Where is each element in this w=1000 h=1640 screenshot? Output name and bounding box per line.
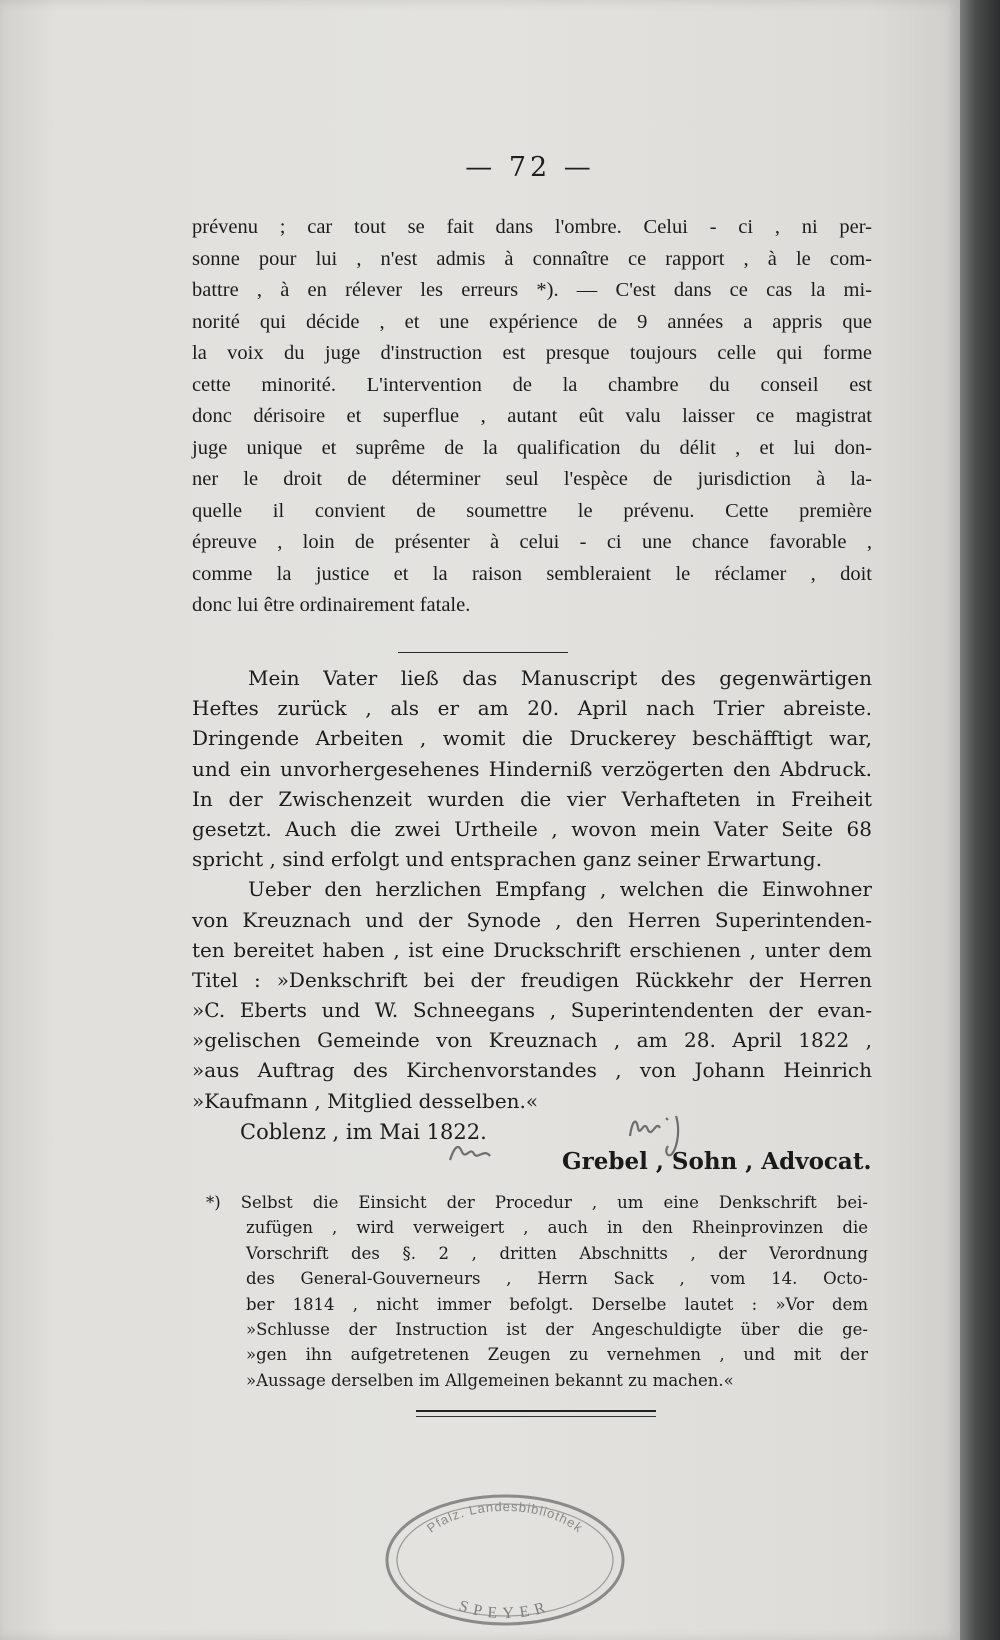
text-line: sonne pour lui , n'est admis à connaître ce rapport , à le com-	[192, 247, 872, 270]
text-line: »gelischen Gemeinde von Kreuznach , am 28. April 1822 ,	[192, 1028, 872, 1053]
text-line: la voix du juge d'instruction est presque toujours celle qui forme	[192, 342, 872, 364]
footnote-line: ber 1814 , nicht immer befolgt. Derselbe lautet : »Vor dem	[246, 1294, 868, 1314]
text-line: quelle il convient de soumettre le prévenu. Cette première	[192, 499, 872, 522]
text-line: Titel : »Denkschrift bei der freudigen Rückkehr der Herren	[192, 967, 872, 992]
text-line: ten bereitet haben , ist eine Druckschrift erschienen , unter dem	[192, 937, 872, 962]
text-line: donc dérisoire et superflue , autant eût valu laisser ce magistrat	[192, 405, 872, 427]
text-line: Mein Vater ließ das Manuscript des gegenwärtigen	[248, 666, 872, 690]
dateline: Coblenz , im Mai 1822.	[240, 1120, 487, 1144]
text-line: und ein unvorhergesehenes Hinderniß verzögerten den Abdruck.	[192, 756, 872, 781]
text-line: spricht , sind erfolgt und entsprachen ganz seiner Erwartung.	[192, 847, 823, 872]
text-line: cette minorité. L'intervention de la chambre du conseil est	[192, 373, 872, 396]
text-line: Ueber den herzlichen Empfang , welchen die Einwohner	[248, 877, 872, 902]
library-stamp	[380, 1488, 630, 1628]
svg-text:SPEYER	[457, 1598, 553, 1623]
footnote-line: des General-Gouverneurs , Herrn Sack , vom 14. Octo-	[246, 1269, 868, 1289]
text-line: épreuve , loin de présenter à celui - ci une chance favorable ,	[192, 531, 872, 553]
footnote	[206, 1190, 868, 1393]
german-paragraph	[192, 663, 872, 1116]
end-rule	[416, 1410, 656, 1417]
footnote-line: »gen ihn aufgetretenen Zeugen zu vernehmen , und mit der	[246, 1345, 868, 1365]
text-line: »aus Auftrag des Kirchenvorstandes , von Johann Heinrich	[192, 1058, 872, 1083]
text-line: juge unique et suprême de la qualification du délit , et lui don-	[192, 436, 872, 459]
text-line: Dringende Arbeiten , womit die Druckerey beschäfftigt war,	[192, 726, 872, 751]
text-line: donc lui être ordinairement fatale.	[192, 594, 471, 616]
text-line: »Kaufmann , Mitglied desselben.«	[192, 1088, 539, 1113]
footnote-line: *) Selbst die Einsicht der Procedur , um eine Denkschrift bei-	[206, 1193, 868, 1212]
book-edge	[960, 0, 1000, 1640]
footnote-line: »Aussage derselben im Allgemeinen bekannt zu machen.«	[246, 1370, 734, 1390]
text-line: ner le droit de déterminer seul l'espèce de jurisdiction à la-	[192, 468, 872, 490]
text-line: gesetzt. Auch die zwei Urtheile , wovon mein Vater Seite 68	[192, 816, 872, 841]
signature: Grebel , Sohn , Advocat.	[562, 1148, 872, 1175]
text-line: von Kreuznach und der Synode , den Herren Superintenden-	[192, 907, 872, 932]
footnote-line: zufügen , wird verweigert , auch in den Rheinprovinzen die	[246, 1218, 868, 1238]
text-line: In der Zwischenzeit wurden die vier Verhafteten in Freiheit	[192, 786, 872, 811]
footnote-line: Vorschrift des §. 2 , dritten Abschnitts , der Verordnung	[246, 1243, 868, 1263]
text-line: »C. Eberts und W. Schneegans , Superintendenten der evan-	[192, 998, 872, 1023]
footnote-line: »Schlusse der Instruction ist der Angeschuldigte über die ge-	[246, 1319, 868, 1339]
stamp-bottom-text: SPEYER	[456, 1597, 554, 1623]
text-line: prévenu ; car tout se fait dans l'ombre. Celui - ci , ni per-	[192, 216, 872, 238]
text-line: norité qui décide , et une expérience de 9 années a appris que	[192, 310, 872, 333]
text-line: battre , à en rélever les erreurs *). — C'est dans ce cas la mi-	[192, 279, 872, 301]
stamp-top-text: Pfalz. Landesbibliothek	[423, 1498, 587, 1536]
text-line: Heftes zurück , als er am 20. April nach Trier abreiste.	[192, 696, 872, 721]
french-paragraph	[192, 212, 872, 622]
text-line: comme la justice et la raison sembleraient le réclamer , doit	[192, 562, 872, 585]
page-number: — 72 —	[465, 152, 595, 183]
section-divider	[398, 652, 568, 653]
